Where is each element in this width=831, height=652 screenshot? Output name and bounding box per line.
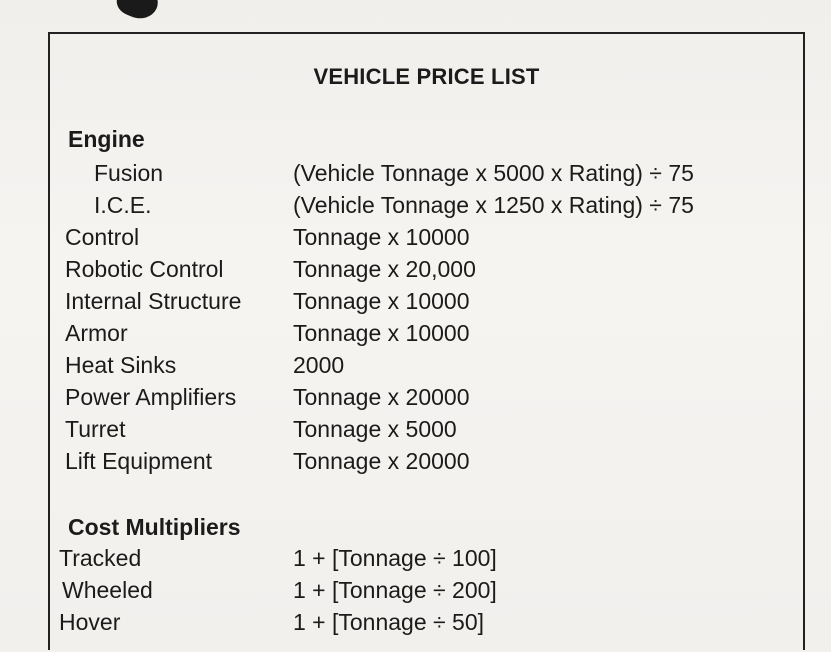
table-row [50,253,803,285]
row-label: Wheeled [62,577,153,603]
row-label: Lift Equipment [65,448,213,474]
table-row [50,381,803,413]
table-row [50,445,803,477]
ink-smudge [113,0,164,25]
row-value: Tonnage x 20,000 [293,256,476,282]
row-value: Tonnage x 10000 [293,224,470,250]
row-value: Tonnage x 10000 [293,288,470,314]
table-row [50,606,803,638]
table-row [50,285,803,317]
table-row [50,413,803,445]
row-label: Control [65,224,140,250]
section-heading-cost-multipliers: Cost Multipliers [68,514,241,540]
section-heading-engine: Engine [68,126,145,152]
row-label: Power Amplifiers [65,384,237,410]
table-row [50,574,803,606]
table-row [50,317,803,349]
table-row [50,542,803,574]
row-value: 1 + [Tonnage ÷ 50] [293,609,485,635]
row-label: Robotic Control [65,256,224,282]
table-row [50,157,803,189]
row-label: I.C.E. [94,192,152,218]
row-value: (Vehicle Tonnage x 5000 x Rating) ÷ 75 [293,160,694,186]
row-label: Tracked [59,545,142,571]
row-value: 1 + [Tonnage ÷ 100] [293,545,497,571]
row-label: Armor [65,320,128,346]
row-label: Heat Sinks [65,352,177,378]
table-row [50,189,803,221]
row-value: 2000 [293,352,345,378]
row-label: Hover [59,609,121,635]
row-value: Tonnage x 20000 [293,384,470,410]
row-value: Tonnage x 10000 [293,320,470,346]
price-list-box [48,32,805,650]
page-title: VEHICLE PRICE LIST [313,64,540,89]
row-value: 1 + [Tonnage ÷ 200] [293,577,497,603]
row-value: Tonnage x 5000 [293,416,457,442]
table-row [50,221,803,253]
row-label: Fusion [94,160,164,186]
row-label: Internal Structure [65,288,242,314]
table-row [50,349,803,381]
row-value: (Vehicle Tonnage x 1250 x Rating) ÷ 75 [293,192,694,218]
row-label: Turret [65,416,126,442]
row-value: Tonnage x 20000 [293,448,470,474]
